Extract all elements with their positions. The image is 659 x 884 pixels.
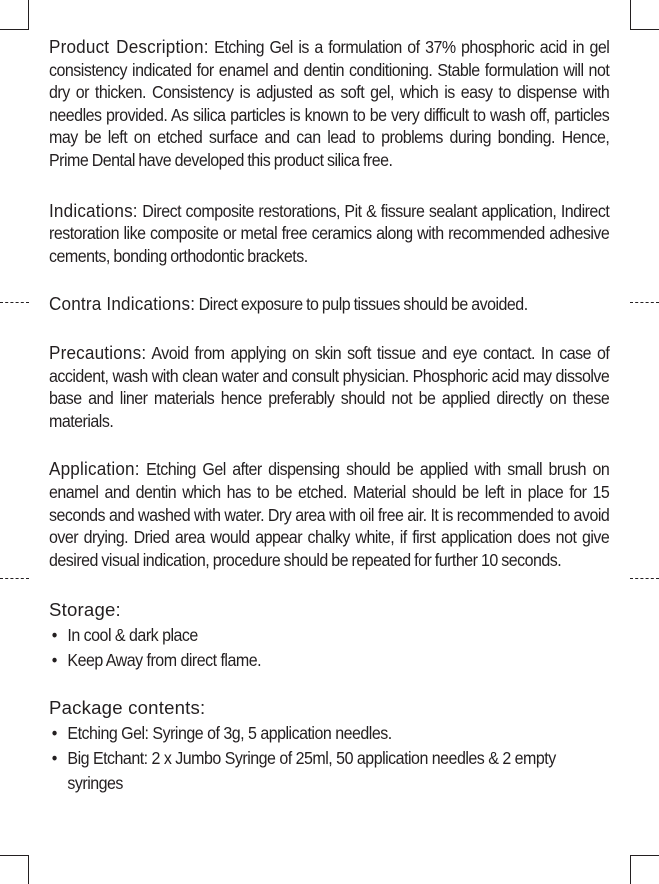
list-item: • Keep Away from direct flame. — [49, 648, 609, 673]
bullet-icon: • — [51, 650, 57, 671]
product-description-heading: Product Description: — [49, 36, 209, 57]
leaflet-content — [49, 36, 610, 796]
precautions — [49, 342, 609, 432]
indications-heading: Indications: — [49, 199, 138, 221]
crop-mark-bottom-right — [630, 855, 659, 856]
bullet-icon: • — [51, 748, 57, 769]
bullet-icon: • — [51, 625, 57, 646]
fold-mark-right-lower — [630, 578, 659, 579]
application-heading: Application: — [49, 458, 140, 480]
contra-indications — [49, 293, 609, 316]
product-description — [49, 36, 609, 172]
crop-mark-bottom-right-v — [630, 855, 631, 884]
storage-heading: Storage: — [49, 599, 121, 621]
indications-text: Direct composite restorations, Pit & fissure sealant application, Indirect restoration like composite or metal free ceramics along with recommended adhesive cements, bonding orthodontic brackets. — [49, 200, 610, 266]
indications — [49, 200, 609, 268]
storage-list — [49, 623, 609, 673]
precautions-heading: Precautions: — [49, 341, 147, 363]
contra-indications-text: Direct exposure to pulp tissues should be avoided. — [198, 294, 528, 315]
application — [49, 458, 609, 571]
fold-mark-left-upper — [0, 302, 29, 303]
application-text: Etching Gel after dispensing should be applied with small brush on enamel and dentin which has to be etched. Material should be left in place for 15 seconds and washed with water. Dry area with oil free air. It is recommended to avoid over drying. Dried area would appear chalky white, if first application does not give desired visual indication, procedure should be repeated for further 10 seconds. — [49, 459, 610, 570]
package-contents-heading: Package contents: — [49, 697, 206, 719]
fold-mark-left-lower — [0, 578, 29, 579]
package-contents-list — [49, 721, 609, 796]
list-item: • Big Etchant: 2 x Jumbo Syringe of 25ml, 50 application needles & 2 empty syringes — [51, 748, 556, 794]
crop-mark-top-left-v — [28, 0, 29, 30]
crop-mark-bottom-left-v — [28, 855, 29, 884]
product-description-text: Etching Gel is a formulation of 37% phosphoric acid in gel consistency indicated for enamel and dentin conditioning. Stable formulation will not dry or thicken. Consistency is adjusted as soft gel, which is easy to dispense with needles provided. As silica particles is known to be very difficult to wash off, particles may be left on etched surface and can lead to problems during bonding. Hence, Prime Dental have developed this product silica free. — [49, 37, 610, 170]
contra-indications-heading: Contra Indications: — [49, 293, 196, 315]
fold-mark-right-upper — [630, 302, 659, 303]
bullet-icon: • — [51, 723, 57, 744]
precautions-text: Avoid from applying on skin soft tissue and eye contact. In case of accident, wash with clean water and consult physician. Phosphoric acid may dissolve base and liner materials hence preferably should not be applied directly on these materials. — [49, 342, 610, 431]
crop-mark-top-right — [630, 29, 659, 30]
crop-mark-top-left — [0, 29, 28, 30]
list-item: • In cool & dark place — [49, 623, 609, 648]
crop-mark-bottom-left — [0, 855, 28, 856]
list-item: • Etching Gel: Syringe of 3g, 5 application needles. — [49, 721, 609, 746]
crop-mark-top-right-v — [630, 0, 631, 30]
